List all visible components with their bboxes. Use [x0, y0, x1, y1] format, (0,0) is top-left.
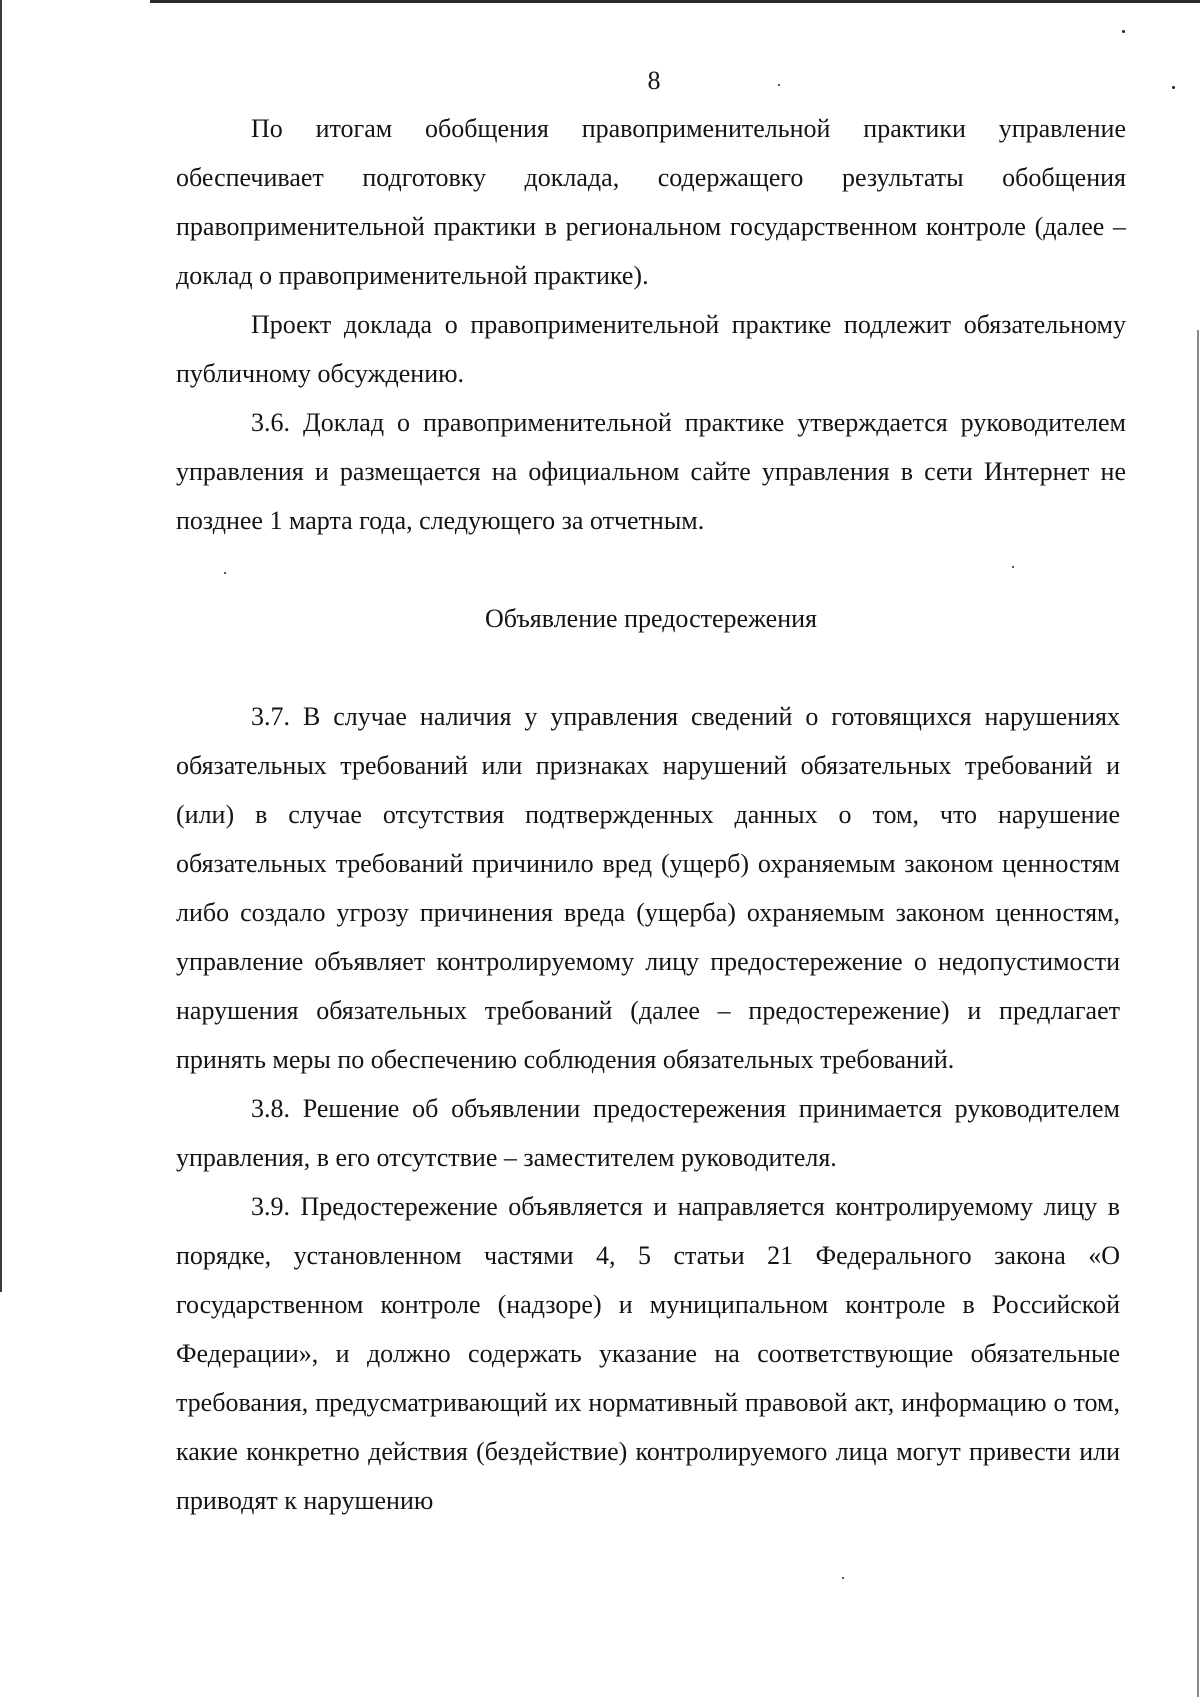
section-title: Объявление предостережения: [485, 604, 817, 633]
paragraph: 3.9. Предостережение объявляется и направляется контролируемому лицу в порядке, установленном частями 4, 5 статьи 21 Федерального закона «О государственном контроле (надзоре) и муниципальном контроле в Российской Федерации», и должно содержать указание на соответствующие обязательные требования, предусматривающий их нормативный правовой акт, информацию о том, какие конкретно действия (бездействие) контролируемого лица могут привести или приводят к нарушению: [176, 1192, 1120, 1515]
document-body: [176, 104, 1126, 1525]
page-number: 8: [647, 66, 661, 95]
paragraph: 3.7. В случае наличия у управления сведений о готовящихся нарушениях обязательных требований или признаках нарушений обязательных требований и (или) в случае отсутствия подтвержденных данных о том, что нарушение обязательных требований причинило вред (ущерб) охраняемым законом ценностям либо создало угрозу причинения вреда (ущерба) охраняемым законом ценностям, управление объявляет контролируемому лицу предостережение о недопустимости нарушения обязательных требований (далее – предостережение) и предлагает принять меры по обеспечению соблюдения обязательных требований.: [176, 702, 1120, 1074]
paragraph: 3.6. Доклад о правоприменительной практике утверждается руководителем управления и размещается на официальном сайте управления в сети Интернет не позднее 1 марта года, следующего за отчетным.: [176, 408, 1126, 535]
scan-edge-left: [0, 0, 2, 1292]
scan-speck: [842, 1577, 844, 1579]
paragraph: По итогам обобщения правоприменительной практики управление обеспечивает подготовку доклада, содержащего результаты обобщения правоприменительной практики в региональном государственном контроле (далее – доклад о правоприменительной практике).: [176, 114, 1126, 290]
scan-edge-top: [150, 0, 1200, 3]
scan-edge-right: [1197, 330, 1199, 1697]
scan-speck: [1122, 30, 1125, 33]
paragraph: 3.8. Решение об объявлении предостережения принимается руководителем управления, в его отсутствие – заместителем руководителя.: [176, 1094, 1120, 1172]
paragraph: Проект доклада о правоприменительной практике подлежит обязательному публичному обсуждению.: [176, 310, 1126, 388]
